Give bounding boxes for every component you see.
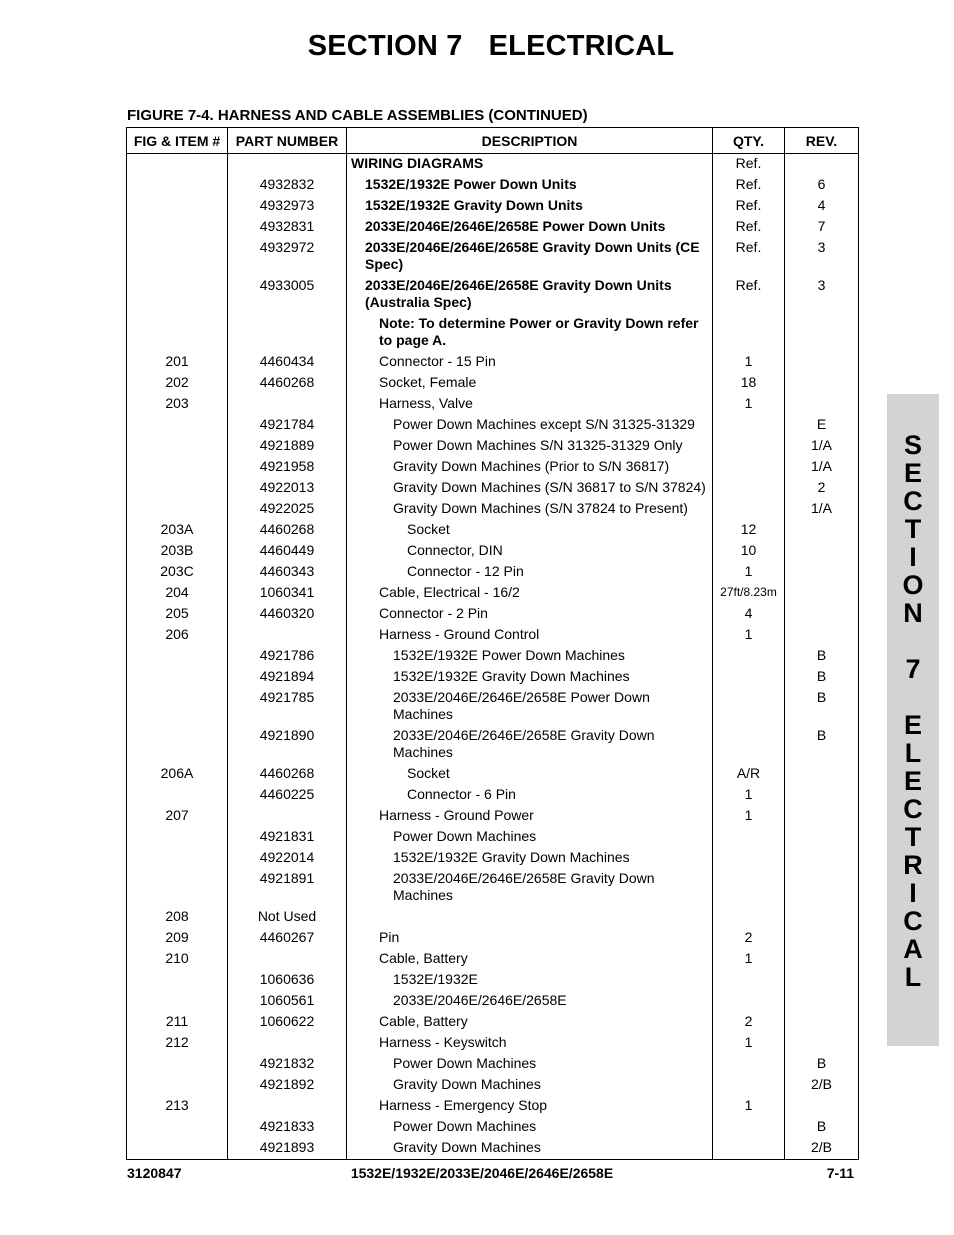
rev-cell: E bbox=[785, 414, 859, 435]
qty-cell: 1 bbox=[713, 351, 785, 372]
qty-cell: Ref. bbox=[713, 216, 785, 237]
item-cell: 203A bbox=[127, 519, 228, 540]
description-cell: Gravity Down Machines (S/N 37824 to Present) bbox=[347, 498, 713, 519]
item-cell: 203 bbox=[127, 393, 228, 414]
table-row bbox=[127, 313, 859, 351]
description-cell: Power Down Machines bbox=[347, 1116, 713, 1137]
part-number-cell: 4921890 bbox=[228, 725, 347, 763]
table-row bbox=[127, 666, 859, 687]
item-cell bbox=[127, 154, 228, 175]
description-cell: 2033E/2046E/2646E/2658E Gravity Down Machines bbox=[347, 725, 713, 763]
qty-cell bbox=[713, 826, 785, 847]
part-number-cell: 4933005 bbox=[228, 275, 347, 313]
table-row bbox=[127, 1074, 859, 1095]
item-cell: 210 bbox=[127, 948, 228, 969]
table-row bbox=[127, 351, 859, 372]
part-number-cell bbox=[228, 624, 347, 645]
item-cell: 203C bbox=[127, 561, 228, 582]
rev-cell bbox=[785, 1095, 859, 1116]
qty-cell bbox=[713, 906, 785, 927]
item-cell: 201 bbox=[127, 351, 228, 372]
item-cell bbox=[127, 174, 228, 195]
table-row bbox=[127, 784, 859, 805]
description-cell: Connector, DIN bbox=[347, 540, 713, 561]
table-row bbox=[127, 826, 859, 847]
table-row bbox=[127, 154, 859, 175]
part-number-cell bbox=[228, 313, 347, 351]
rev-cell bbox=[785, 351, 859, 372]
description-cell: Note: To determine Power or Gravity Down refer to page A. bbox=[347, 313, 713, 351]
qty-cell: 1 bbox=[713, 784, 785, 805]
qty-cell: 1 bbox=[713, 1032, 785, 1053]
qty-cell: Ref. bbox=[713, 275, 785, 313]
rev-cell: 4 bbox=[785, 195, 859, 216]
parts-table-body bbox=[127, 154, 859, 1160]
qty-cell: 1 bbox=[713, 624, 785, 645]
column-header-part-number: PART NUMBER bbox=[228, 128, 347, 154]
qty-cell: 27ft/8.23m bbox=[713, 582, 785, 603]
description-cell: 1532E/1932E bbox=[347, 969, 713, 990]
table-row bbox=[127, 1011, 859, 1032]
qty-cell: 1 bbox=[713, 561, 785, 582]
rev-cell bbox=[785, 582, 859, 603]
table-row bbox=[127, 237, 859, 275]
column-header-item: FIG & ITEM # bbox=[127, 128, 228, 154]
item-cell bbox=[127, 477, 228, 498]
rev-cell: B bbox=[785, 687, 859, 725]
part-number-cell: 4921786 bbox=[228, 645, 347, 666]
item-cell bbox=[127, 1074, 228, 1095]
item-cell bbox=[127, 1053, 228, 1074]
part-number-cell: 4460268 bbox=[228, 763, 347, 784]
description-cell: Cable, Electrical - 16/2 bbox=[347, 582, 713, 603]
item-cell: 211 bbox=[127, 1011, 228, 1032]
qty-cell: 10 bbox=[713, 540, 785, 561]
side-tab-letter: E bbox=[903, 710, 922, 740]
item-cell bbox=[127, 498, 228, 519]
item-cell: 205 bbox=[127, 603, 228, 624]
description-cell: Harness - Ground Power bbox=[347, 805, 713, 826]
item-cell bbox=[127, 687, 228, 725]
item-cell bbox=[127, 195, 228, 216]
part-number-cell: 4460434 bbox=[228, 351, 347, 372]
description-cell: 2033E/2046E/2646E/2658E Power Down Machines bbox=[347, 687, 713, 725]
part-number-cell: 4460268 bbox=[228, 372, 347, 393]
table-row bbox=[127, 927, 859, 948]
rev-cell: 6 bbox=[785, 174, 859, 195]
part-number-cell: 4921785 bbox=[228, 687, 347, 725]
description-cell: 1532E/1932E Power Down Units bbox=[347, 174, 713, 195]
side-tab-letter: O bbox=[902, 570, 924, 600]
item-cell bbox=[127, 990, 228, 1011]
item-cell: 207 bbox=[127, 805, 228, 826]
table-row bbox=[127, 393, 859, 414]
description-cell: Gravity Down Machines bbox=[347, 1137, 713, 1160]
side-tab-letter: E bbox=[903, 458, 922, 488]
rev-cell bbox=[785, 154, 859, 175]
part-number-cell: 4921784 bbox=[228, 414, 347, 435]
rev-cell: B bbox=[785, 666, 859, 687]
part-number-cell: 4921889 bbox=[228, 435, 347, 456]
table-row bbox=[127, 725, 859, 763]
qty-cell bbox=[713, 1053, 785, 1074]
rev-cell: B bbox=[785, 1116, 859, 1137]
description-cell: Power Down Machines bbox=[347, 1053, 713, 1074]
qty-cell: A/R bbox=[713, 763, 785, 784]
rev-cell bbox=[785, 763, 859, 784]
rev-cell: 2/B bbox=[785, 1137, 859, 1160]
rev-cell bbox=[785, 784, 859, 805]
item-cell: 204 bbox=[127, 582, 228, 603]
table-row bbox=[127, 1032, 859, 1053]
description-cell: Pin bbox=[347, 927, 713, 948]
side-tab-letter: L bbox=[904, 962, 922, 992]
part-number-cell: 4921958 bbox=[228, 456, 347, 477]
description-cell: Cable, Battery bbox=[347, 1011, 713, 1032]
page-title bbox=[0, 30, 954, 63]
table-row bbox=[127, 948, 859, 969]
qty-cell: Ref. bbox=[713, 174, 785, 195]
table-row bbox=[127, 561, 859, 582]
part-number-cell: 4921892 bbox=[228, 1074, 347, 1095]
description-cell: 1532E/1932E Gravity Down Machines bbox=[347, 847, 713, 868]
qty-cell bbox=[713, 990, 785, 1011]
description-cell: Cable, Battery bbox=[347, 948, 713, 969]
table-row bbox=[127, 847, 859, 868]
description-cell: Power Down Machines except S/N 31325-31329 bbox=[347, 414, 713, 435]
rev-cell bbox=[785, 868, 859, 906]
item-cell bbox=[127, 1116, 228, 1137]
description-cell: Connector - 15 Pin bbox=[347, 351, 713, 372]
table-row bbox=[127, 1137, 859, 1160]
qty-cell: 18 bbox=[713, 372, 785, 393]
table-row bbox=[127, 645, 859, 666]
rev-cell: B bbox=[785, 725, 859, 763]
side-tab-letter: R bbox=[903, 850, 923, 880]
part-number-cell: 4921891 bbox=[228, 868, 347, 906]
table-row bbox=[127, 216, 859, 237]
part-number-cell: 1060636 bbox=[228, 969, 347, 990]
description-cell: Connector - 12 Pin bbox=[347, 561, 713, 582]
side-tab-letter: 7 bbox=[905, 654, 921, 684]
qty-cell: Ref. bbox=[713, 195, 785, 216]
description-cell: Harness - Ground Control bbox=[347, 624, 713, 645]
side-tab-letter: L bbox=[904, 738, 922, 768]
item-cell bbox=[127, 435, 228, 456]
rev-cell bbox=[785, 561, 859, 582]
rev-cell bbox=[785, 313, 859, 351]
description-cell: Gravity Down Machines bbox=[347, 1074, 713, 1095]
part-number-cell: 4921831 bbox=[228, 826, 347, 847]
part-number-cell: Not Used bbox=[228, 906, 347, 927]
part-number-cell: 1060622 bbox=[228, 1011, 347, 1032]
side-tab-letter bbox=[887, 627, 939, 655]
description-cell: Gravity Down Machines (S/N 36817 to S/N 37824) bbox=[347, 477, 713, 498]
table-row bbox=[127, 906, 859, 927]
table-row bbox=[127, 275, 859, 313]
table-row bbox=[127, 435, 859, 456]
item-cell bbox=[127, 666, 228, 687]
qty-cell: 1 bbox=[713, 1095, 785, 1116]
qty-cell: 2 bbox=[713, 927, 785, 948]
qty-cell bbox=[713, 725, 785, 763]
parts-table bbox=[126, 127, 859, 1160]
rev-cell: 1/A bbox=[785, 498, 859, 519]
table-row bbox=[127, 582, 859, 603]
qty-cell bbox=[713, 969, 785, 990]
item-cell bbox=[127, 237, 228, 275]
part-number-cell bbox=[228, 805, 347, 826]
table-row bbox=[127, 603, 859, 624]
item-cell: 212 bbox=[127, 1032, 228, 1053]
qty-cell: Ref. bbox=[713, 237, 785, 275]
qty-cell: Ref. bbox=[713, 154, 785, 175]
side-tab-letter: T bbox=[904, 514, 922, 544]
description-cell: 2033E/2046E/2646E/2658E bbox=[347, 990, 713, 1011]
qty-cell: 1 bbox=[713, 948, 785, 969]
qty-cell bbox=[713, 666, 785, 687]
part-number-cell: 4922014 bbox=[228, 847, 347, 868]
rev-cell bbox=[785, 372, 859, 393]
footer-models: 1532E/1932E/2033E/2046E/2646E/2658E bbox=[350, 1165, 614, 1181]
part-number-cell: 4460320 bbox=[228, 603, 347, 624]
description-cell: 1532E/1932E Gravity Down Units bbox=[347, 195, 713, 216]
item-cell: 209 bbox=[127, 927, 228, 948]
side-tab-letter: C bbox=[903, 906, 923, 936]
part-number-cell bbox=[228, 393, 347, 414]
rev-cell bbox=[785, 519, 859, 540]
part-number-cell: 4460268 bbox=[228, 519, 347, 540]
qty-cell bbox=[713, 1074, 785, 1095]
description-cell: 1532E/1932E Power Down Machines bbox=[347, 645, 713, 666]
item-cell bbox=[127, 216, 228, 237]
footer-page-number: 7-11 bbox=[826, 1165, 854, 1181]
side-tab-letter: I bbox=[909, 542, 917, 572]
rev-cell bbox=[785, 826, 859, 847]
table-row bbox=[127, 687, 859, 725]
table-row bbox=[127, 174, 859, 195]
part-number-cell: 4921832 bbox=[228, 1053, 347, 1074]
table-row bbox=[127, 624, 859, 645]
rev-cell bbox=[785, 990, 859, 1011]
item-cell bbox=[127, 645, 228, 666]
description-cell: Socket, Female bbox=[347, 372, 713, 393]
table-row bbox=[127, 540, 859, 561]
table-row bbox=[127, 414, 859, 435]
table-row bbox=[127, 195, 859, 216]
part-number-cell bbox=[228, 948, 347, 969]
item-cell bbox=[127, 847, 228, 868]
part-number-cell: 4921833 bbox=[228, 1116, 347, 1137]
item-cell: 202 bbox=[127, 372, 228, 393]
rev-cell bbox=[785, 1011, 859, 1032]
section-side-tab bbox=[887, 394, 939, 1046]
item-cell bbox=[127, 1137, 228, 1160]
side-tab-letter: I bbox=[909, 878, 917, 908]
rev-cell bbox=[785, 969, 859, 990]
side-tab-letter: E bbox=[903, 766, 922, 796]
side-tab-letter: S bbox=[903, 430, 922, 460]
table-row bbox=[127, 372, 859, 393]
description-cell: Gravity Down Machines (Prior to S/N 36817) bbox=[347, 456, 713, 477]
description-cell: Connector - 2 Pin bbox=[347, 603, 713, 624]
item-cell bbox=[127, 456, 228, 477]
rev-cell: 7 bbox=[785, 216, 859, 237]
side-tab-letter bbox=[887, 683, 939, 711]
part-number-cell bbox=[228, 154, 347, 175]
qty-cell bbox=[713, 847, 785, 868]
description-cell: Power Down Machines bbox=[347, 826, 713, 847]
rev-cell: 3 bbox=[785, 237, 859, 275]
qty-cell bbox=[713, 414, 785, 435]
part-number-cell: 4932973 bbox=[228, 195, 347, 216]
item-cell bbox=[127, 725, 228, 763]
part-number-cell: 1060561 bbox=[228, 990, 347, 1011]
qty-cell bbox=[713, 1137, 785, 1160]
part-number-cell: 4922013 bbox=[228, 477, 347, 498]
description-cell: Power Down Machines S/N 31325-31329 Only bbox=[347, 435, 713, 456]
table-row bbox=[127, 519, 859, 540]
table-row bbox=[127, 990, 859, 1011]
rev-cell bbox=[785, 847, 859, 868]
qty-cell bbox=[713, 313, 785, 351]
rev-cell bbox=[785, 906, 859, 927]
qty-cell bbox=[713, 868, 785, 906]
qty-cell: 12 bbox=[713, 519, 785, 540]
qty-cell: 1 bbox=[713, 393, 785, 414]
side-tab-letter: A bbox=[903, 934, 923, 964]
item-cell bbox=[127, 826, 228, 847]
qty-cell bbox=[713, 435, 785, 456]
rev-cell: 3 bbox=[785, 275, 859, 313]
table-row bbox=[127, 456, 859, 477]
part-number-cell: 4460343 bbox=[228, 561, 347, 582]
part-number-cell: 4460267 bbox=[228, 927, 347, 948]
section-name: ELECTRICAL bbox=[488, 30, 675, 62]
description-cell: Socket bbox=[347, 763, 713, 784]
rev-cell: 1/A bbox=[785, 435, 859, 456]
column-header-rev: REV. bbox=[785, 128, 859, 154]
table-header-row bbox=[127, 128, 859, 154]
description-cell: 2033E/2046E/2646E/2658E Gravity Down Units (Australia Spec) bbox=[347, 275, 713, 313]
rev-cell bbox=[785, 540, 859, 561]
item-cell bbox=[127, 868, 228, 906]
table-row bbox=[127, 1095, 859, 1116]
side-tab-letter: C bbox=[903, 486, 923, 516]
rev-cell: B bbox=[785, 1053, 859, 1074]
column-header-qty: QTY. bbox=[713, 128, 785, 154]
table-row bbox=[127, 868, 859, 906]
description-cell: WIRING DIAGRAMS bbox=[347, 154, 713, 175]
item-cell: 213 bbox=[127, 1095, 228, 1116]
rev-cell: 2 bbox=[785, 477, 859, 498]
qty-cell bbox=[713, 687, 785, 725]
item-cell bbox=[127, 275, 228, 313]
part-number-cell: 4932831 bbox=[228, 216, 347, 237]
table-row bbox=[127, 498, 859, 519]
footer-doc-number: 3120847 bbox=[127, 1165, 182, 1181]
description-cell: Connector - 6 Pin bbox=[347, 784, 713, 805]
table-row bbox=[127, 805, 859, 826]
table-row bbox=[127, 1116, 859, 1137]
rev-cell bbox=[785, 948, 859, 969]
table-row bbox=[127, 969, 859, 990]
side-tab-letter: C bbox=[903, 794, 923, 824]
qty-cell bbox=[713, 456, 785, 477]
rev-cell bbox=[785, 927, 859, 948]
part-number-cell: 4922025 bbox=[228, 498, 347, 519]
qty-cell: 2 bbox=[713, 1011, 785, 1032]
qty-cell bbox=[713, 498, 785, 519]
rev-cell bbox=[785, 805, 859, 826]
side-tab-letter: T bbox=[904, 822, 922, 852]
rev-cell: B bbox=[785, 645, 859, 666]
section-label: SECTION 7 bbox=[307, 30, 463, 62]
part-number-cell: 4932972 bbox=[228, 237, 347, 275]
rev-cell bbox=[785, 393, 859, 414]
item-cell: 208 bbox=[127, 906, 228, 927]
qty-cell bbox=[713, 1116, 785, 1137]
rev-cell bbox=[785, 1032, 859, 1053]
table-row bbox=[127, 477, 859, 498]
part-number-cell bbox=[228, 1095, 347, 1116]
description-cell: 1532E/1932E Gravity Down Machines bbox=[347, 666, 713, 687]
item-cell: 206 bbox=[127, 624, 228, 645]
qty-cell: 1 bbox=[713, 805, 785, 826]
part-number-cell: 4460449 bbox=[228, 540, 347, 561]
part-number-cell bbox=[228, 1032, 347, 1053]
rev-cell: 1/A bbox=[785, 456, 859, 477]
description-cell: Harness - Emergency Stop bbox=[347, 1095, 713, 1116]
description-cell: Harness, Valve bbox=[347, 393, 713, 414]
item-cell bbox=[127, 313, 228, 351]
figure-title: FIGURE 7-4. HARNESS AND CABLE ASSEMBLIES (CONTINUED) bbox=[127, 107, 588, 124]
item-cell bbox=[127, 969, 228, 990]
description-cell: Socket bbox=[347, 519, 713, 540]
description-cell: 2033E/2046E/2646E/2658E Power Down Units bbox=[347, 216, 713, 237]
side-tab-label bbox=[887, 431, 939, 991]
item-cell: 203B bbox=[127, 540, 228, 561]
description-cell: 2033E/2046E/2646E/2658E Gravity Down Units (CE Spec) bbox=[347, 237, 713, 275]
qty-cell bbox=[713, 645, 785, 666]
description-cell: 2033E/2046E/2646E/2658E Gravity Down Machines bbox=[347, 868, 713, 906]
item-cell: 206A bbox=[127, 763, 228, 784]
item-cell bbox=[127, 784, 228, 805]
item-cell bbox=[127, 414, 228, 435]
rev-cell bbox=[785, 603, 859, 624]
part-number-cell: 4921893 bbox=[228, 1137, 347, 1160]
qty-cell: 4 bbox=[713, 603, 785, 624]
table-row bbox=[127, 763, 859, 784]
column-header-description: DESCRIPTION bbox=[347, 128, 713, 154]
qty-cell bbox=[713, 477, 785, 498]
part-number-cell: 4460225 bbox=[228, 784, 347, 805]
table-row bbox=[127, 1053, 859, 1074]
part-number-cell: 1060341 bbox=[228, 582, 347, 603]
side-tab-letter: N bbox=[903, 598, 923, 628]
description-cell: Harness - Keyswitch bbox=[347, 1032, 713, 1053]
rev-cell: 2/B bbox=[785, 1074, 859, 1095]
rev-cell bbox=[785, 624, 859, 645]
description-cell bbox=[347, 906, 713, 927]
part-number-cell: 4932832 bbox=[228, 174, 347, 195]
part-number-cell: 4921894 bbox=[228, 666, 347, 687]
